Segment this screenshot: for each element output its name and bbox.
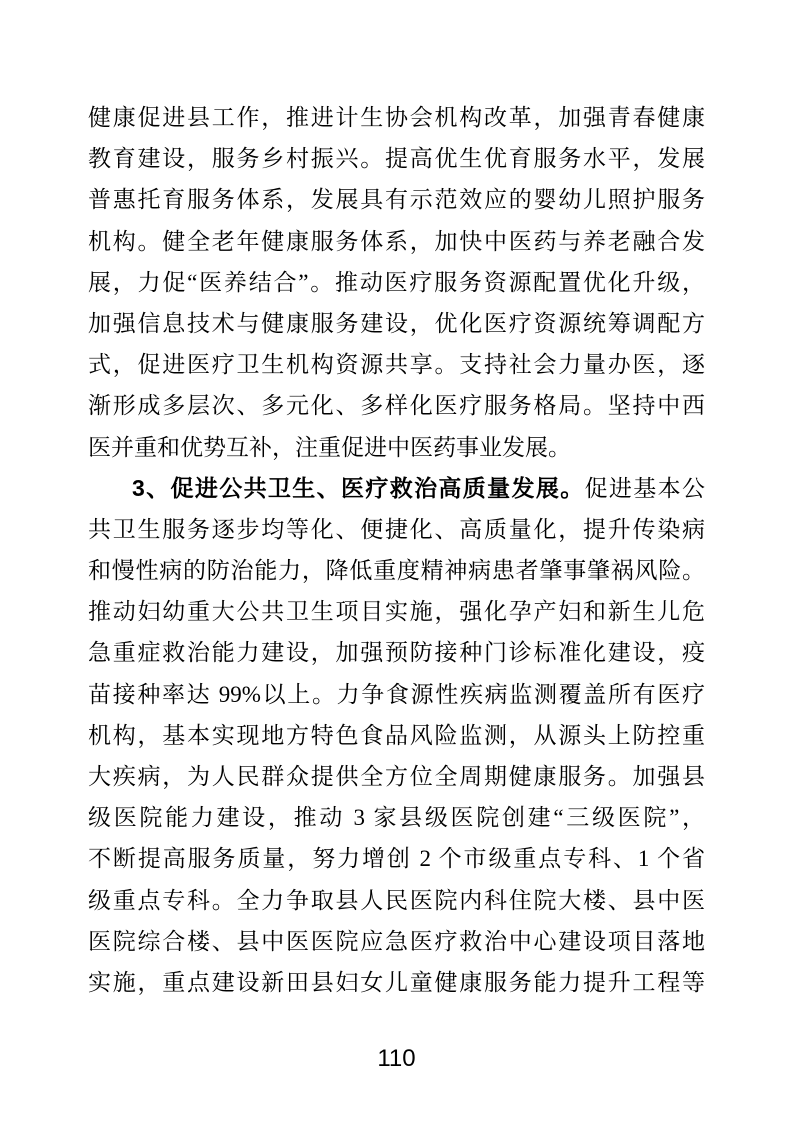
body-text: 急重症救治能力建设，加强预防接种门诊标准化建设，疫 [88, 640, 705, 666]
text-line [88, 427, 705, 468]
text-line [88, 303, 705, 344]
text-line [88, 550, 705, 591]
body-text: 教育建设，服务乡村振兴。提高优生优育服务水平，发展 [88, 146, 705, 172]
text-line [88, 385, 705, 426]
text-line [88, 344, 705, 385]
text-line [88, 179, 705, 220]
paragraph-health-services-continuation [88, 97, 705, 468]
text-line [88, 756, 705, 797]
body-text: 加强信息技术与健康服务建设，优化医疗资源统筹调配方 [88, 310, 705, 336]
section-heading-bold-text: 3、促进公共卫生、医疗救治高质量发展。 [132, 474, 585, 501]
body-text: 展，力促“医养结合”。推动医疗服务资源配置优化升级， [88, 269, 705, 295]
body-text: 促进基本公 [584, 475, 705, 501]
body-text: 共卫生服务逐步均等化、便捷化、高质量化，提升传染病 [88, 516, 705, 542]
body-text: 普惠托育服务体系，发展具有示范效应的婴幼儿照护服务 [88, 187, 705, 213]
body-text: 机构。健全老年健康服务体系，加快中医药与养老融合发 [88, 228, 705, 254]
text-line [88, 221, 705, 262]
body-text: 级重点专科。全力争取县人民医院内科住院大楼、县中医 [88, 887, 705, 913]
text-line [88, 509, 705, 550]
body-text: 不断提高服务质量，努力增创 2 个市级重点专科、1 个省 [88, 846, 705, 872]
body-text: 健康促进县工作，推进计生协会机构改革，加强青春健康 [88, 105, 705, 130]
text-line [88, 797, 705, 838]
body-text: 级医院能力建设，推动 3 家县级医院创建“三级医院”， [88, 805, 705, 831]
text-line [88, 921, 705, 962]
body-text: 和慢性病的防治能力，降低重度精神病患者肇事肇祸风险。 [88, 558, 705, 584]
body-text: 式，促进医疗卫生机构资源共享。支持社会力量办医，逐 [88, 352, 705, 378]
text-line [88, 138, 705, 179]
body-text: 苗接种率达 99%以上。力争食源性疾病监测覆盖所有医疗 [88, 681, 705, 707]
text-line [88, 262, 705, 303]
text-line [88, 591, 705, 632]
body-text: 推动妇幼重大公共卫生项目实施，强化孕产妇和新生儿危 [88, 599, 705, 625]
text-line [88, 880, 705, 921]
paragraph-public-health-high-quality [88, 468, 705, 1003]
text-line [88, 97, 705, 138]
page-number: 110 [377, 1045, 416, 1072]
body-text: 渐形成多层次、多元化、多样化医疗服务格局。坚持中西 [88, 393, 705, 419]
body-text: 实施，重点建设新田县妇女儿童健康服务能力提升工程等 [88, 969, 705, 995]
body-text: 机构，基本实现地方特色食品风险监测，从源头上防控重 [88, 722, 705, 748]
body-text: 医院综合楼、县中医医院应急医疗救治中心建设项目落地 [88, 928, 705, 954]
text-line [88, 674, 705, 715]
body-text: 大疾病，为人民群众提供全方位全周期健康服务。加强县 [88, 764, 705, 789]
body-text: 医并重和优势互补，注重促进中医药事业发展。 [88, 434, 571, 460]
text-line [88, 632, 705, 673]
text-line [88, 838, 705, 879]
text-line [88, 468, 705, 509]
text-line [88, 715, 705, 756]
page-body-text [88, 97, 705, 1003]
text-line [88, 962, 705, 1003]
